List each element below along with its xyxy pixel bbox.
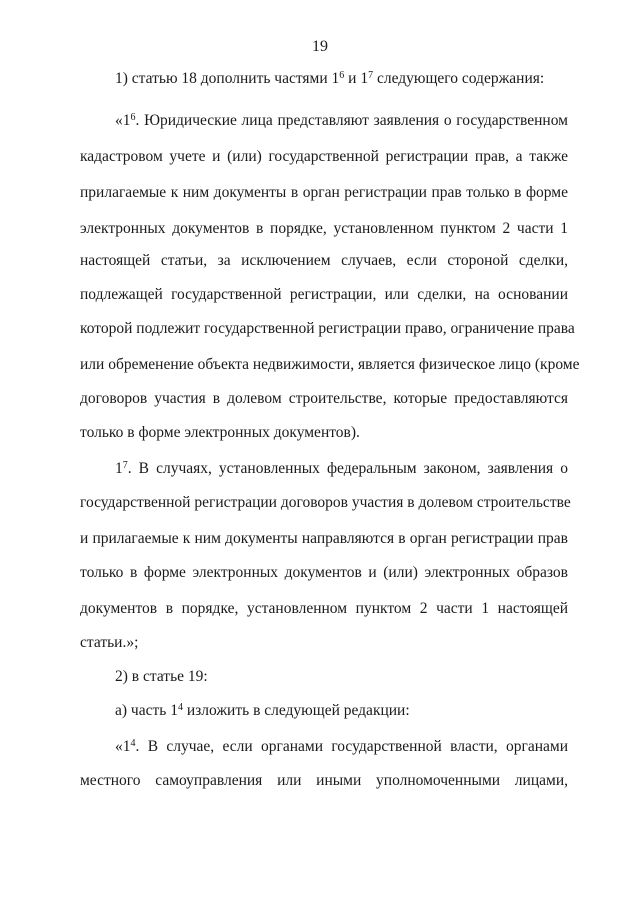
text-line: и прилагаемые к ним документы направляются в орган регистрации прав [80,530,568,547]
text-line: настоящей статьи, за исключением случаев, если стороной сделки, [80,252,568,269]
text-line: прилагаемые к ним документы в орган регистрации прав только в форме [80,184,568,201]
text-line: договоров участия в долевом строительстве, которые предоставляются [80,390,568,407]
page-number: 19 [312,38,328,55]
text-line: 2) в статье 19: [115,668,208,685]
text-line: местного самоуправления или иными уполномоченными лицами, [80,772,568,789]
text-line: $1^7$. В случаях, установленных федеральным законом, заявления о [115,460,568,477]
text-line: государственной регистрации договоров участия в долевом строительстве [80,494,571,511]
text-line: только в форме электронных документов и (или) электронных образов [80,564,568,581]
text-line: 1) статью 18 дополнить частями $1^6$ и $1^7$ следующего содержания: [115,70,545,87]
text-line: или обременение объекта недвижимости, является физическое лицо (кроме [80,356,580,373]
text-line: а) часть $1^4$ изложить в следующей редакции: [115,702,410,719]
text-line: которой подлежит государственной регистрации право, ограничение права [80,320,575,337]
text-line: только в форме электронных документов). [80,424,360,441]
text-line: «$1^4$. В случае, если органами государственной власти, органами [115,738,568,755]
text-line: электронных документов в порядке, установленном пунктом 2 части 1 [80,220,568,237]
text-line: статьи.»; [80,634,139,651]
text-line: документов в порядке, установленном пунктом 2 части 1 настоящей [80,600,568,617]
text-line: подлежащей государственной регистрации, или сделки, на основании [80,286,568,303]
text-line: «$1^6$. Юридические лица представляют заявления о государственном [115,112,568,129]
text-line: кадастровом учете и (или) государственной регистрации прав, а также [80,148,568,165]
